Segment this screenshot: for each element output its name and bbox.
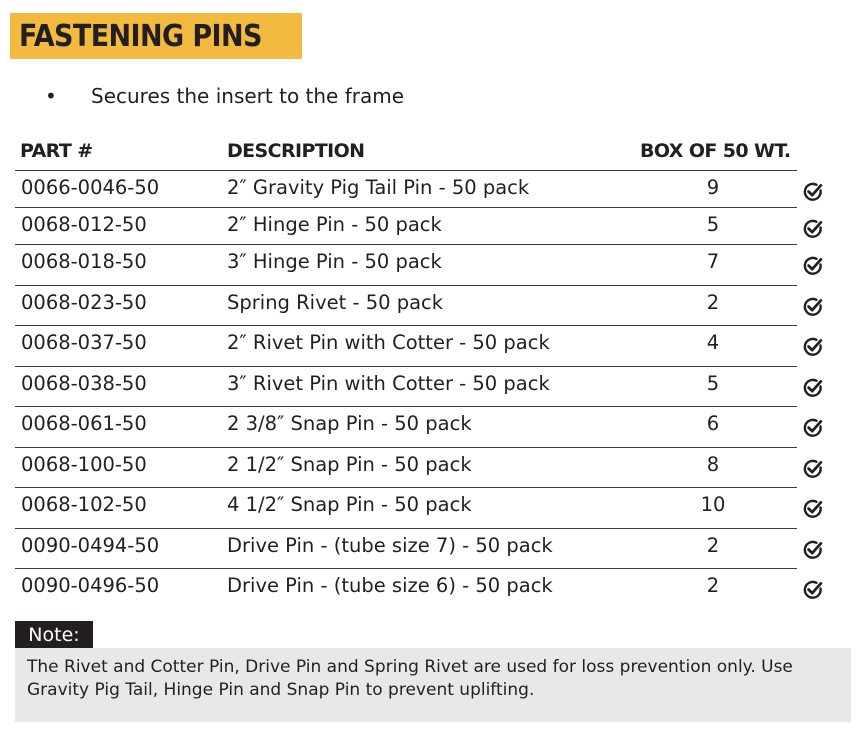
box-weight: 2 (706, 533, 720, 557)
check-circle-icon (802, 539, 824, 561)
table-row (15, 244, 845, 285)
box-weight: 5 (706, 371, 720, 395)
box-weight: 8 (706, 452, 720, 476)
part-description: 4 1/2″ Snap Pin - 50 pack (227, 493, 472, 516)
table-row (15, 366, 845, 407)
table-row (15, 170, 845, 207)
part-number: 0068-102-50 (21, 493, 147, 516)
part-description: 2 1/2″ Snap Pin - 50 pack (227, 452, 472, 476)
box-weight: 5 (706, 213, 720, 236)
header-part: PART # (20, 140, 93, 162)
part-number: 0066-0046-50 (21, 176, 160, 199)
page-title: FASTENING PINS (19, 18, 262, 54)
part-number: 0090-0494-50 (21, 533, 160, 557)
check-circle-icon (802, 579, 824, 601)
check-circle-icon (802, 296, 824, 318)
part-description: 2″ Hinge Pin - 50 pack (227, 213, 442, 236)
table-row (15, 568, 845, 609)
check-circle-icon (802, 458, 824, 480)
check-circle-icon (802, 255, 824, 277)
row-line-gap (797, 284, 845, 287)
part-number: 0068-018-50 (21, 250, 147, 273)
bullet-text: Secures the insert to the frame (91, 84, 405, 108)
row-line-gap (797, 324, 845, 327)
box-weight: 2 (706, 574, 720, 597)
header-description: DESCRIPTION (227, 140, 365, 162)
row-line-gap (797, 365, 845, 368)
note-box (15, 648, 851, 722)
row-line-gap (797, 446, 845, 449)
box-weight: 4 (706, 331, 720, 354)
row-line-gap (797, 527, 845, 530)
box-weight: 10 (700, 493, 726, 516)
box-weight: 2 (706, 290, 720, 314)
table-row (15, 447, 845, 488)
table-row (15, 325, 845, 366)
part-number: 0068-037-50 (21, 331, 147, 354)
part-description: 2″ Gravity Pig Tail Pin - 50 pack (227, 176, 530, 199)
part-description: Drive Pin - (tube size 6) - 50 pack (227, 574, 553, 597)
part-description: 2″ Rivet Pin with Cotter - 50 pack (227, 331, 550, 354)
bullet-marker: • (45, 84, 57, 108)
table-row (15, 528, 845, 569)
part-description: Spring Rivet - 50 pack (227, 290, 444, 314)
check-circle-icon (802, 377, 824, 399)
check-circle-icon (802, 336, 824, 358)
row-line-gap (797, 405, 845, 408)
parts-table (15, 170, 845, 609)
part-number: 0068-012-50 (21, 213, 147, 236)
title-banner (10, 13, 302, 59)
note-text: The Rivet and Cotter Pin, Drive Pin and Spring Rivet are used for loss prevention only. Use Gravity Pig Tail, Hinge Pin and Snap Pin to prevent uplifting. (27, 657, 793, 700)
header-weight: BOX OF 50 WT. (640, 140, 791, 162)
bullet-item (45, 84, 404, 108)
part-description: 3″ Hinge Pin - 50 pack (227, 250, 442, 273)
check-circle-icon (802, 417, 824, 439)
check-circle-icon (802, 498, 824, 520)
row-line-gap (797, 169, 845, 172)
row-line-gap (797, 567, 845, 570)
table-header (20, 140, 800, 166)
box-weight: 9 (706, 176, 720, 199)
check-circle-icon (802, 218, 824, 240)
table-row (15, 487, 845, 528)
table-row (15, 406, 845, 447)
part-number: 0090-0496-50 (21, 574, 160, 597)
part-description: Drive Pin - (tube size 7) - 50 pack (227, 533, 553, 557)
box-weight: 7 (706, 250, 720, 273)
part-number: 0068-100-50 (21, 452, 147, 476)
part-number: 0068-023-50 (21, 290, 147, 314)
row-line-gap (797, 243, 845, 246)
box-weight: 6 (706, 412, 720, 435)
check-circle-icon (802, 181, 824, 203)
part-description: 2 3/8″ Snap Pin - 50 pack (227, 412, 472, 435)
table-row (15, 285, 845, 326)
part-number: 0068-038-50 (21, 371, 147, 395)
row-line-gap (797, 486, 845, 489)
table-row (15, 207, 845, 244)
note-label: Note: (15, 621, 93, 648)
part-number: 0068-061-50 (21, 412, 147, 435)
row-line-gap (797, 206, 845, 209)
part-description: 3″ Rivet Pin with Cotter - 50 pack (227, 371, 550, 395)
